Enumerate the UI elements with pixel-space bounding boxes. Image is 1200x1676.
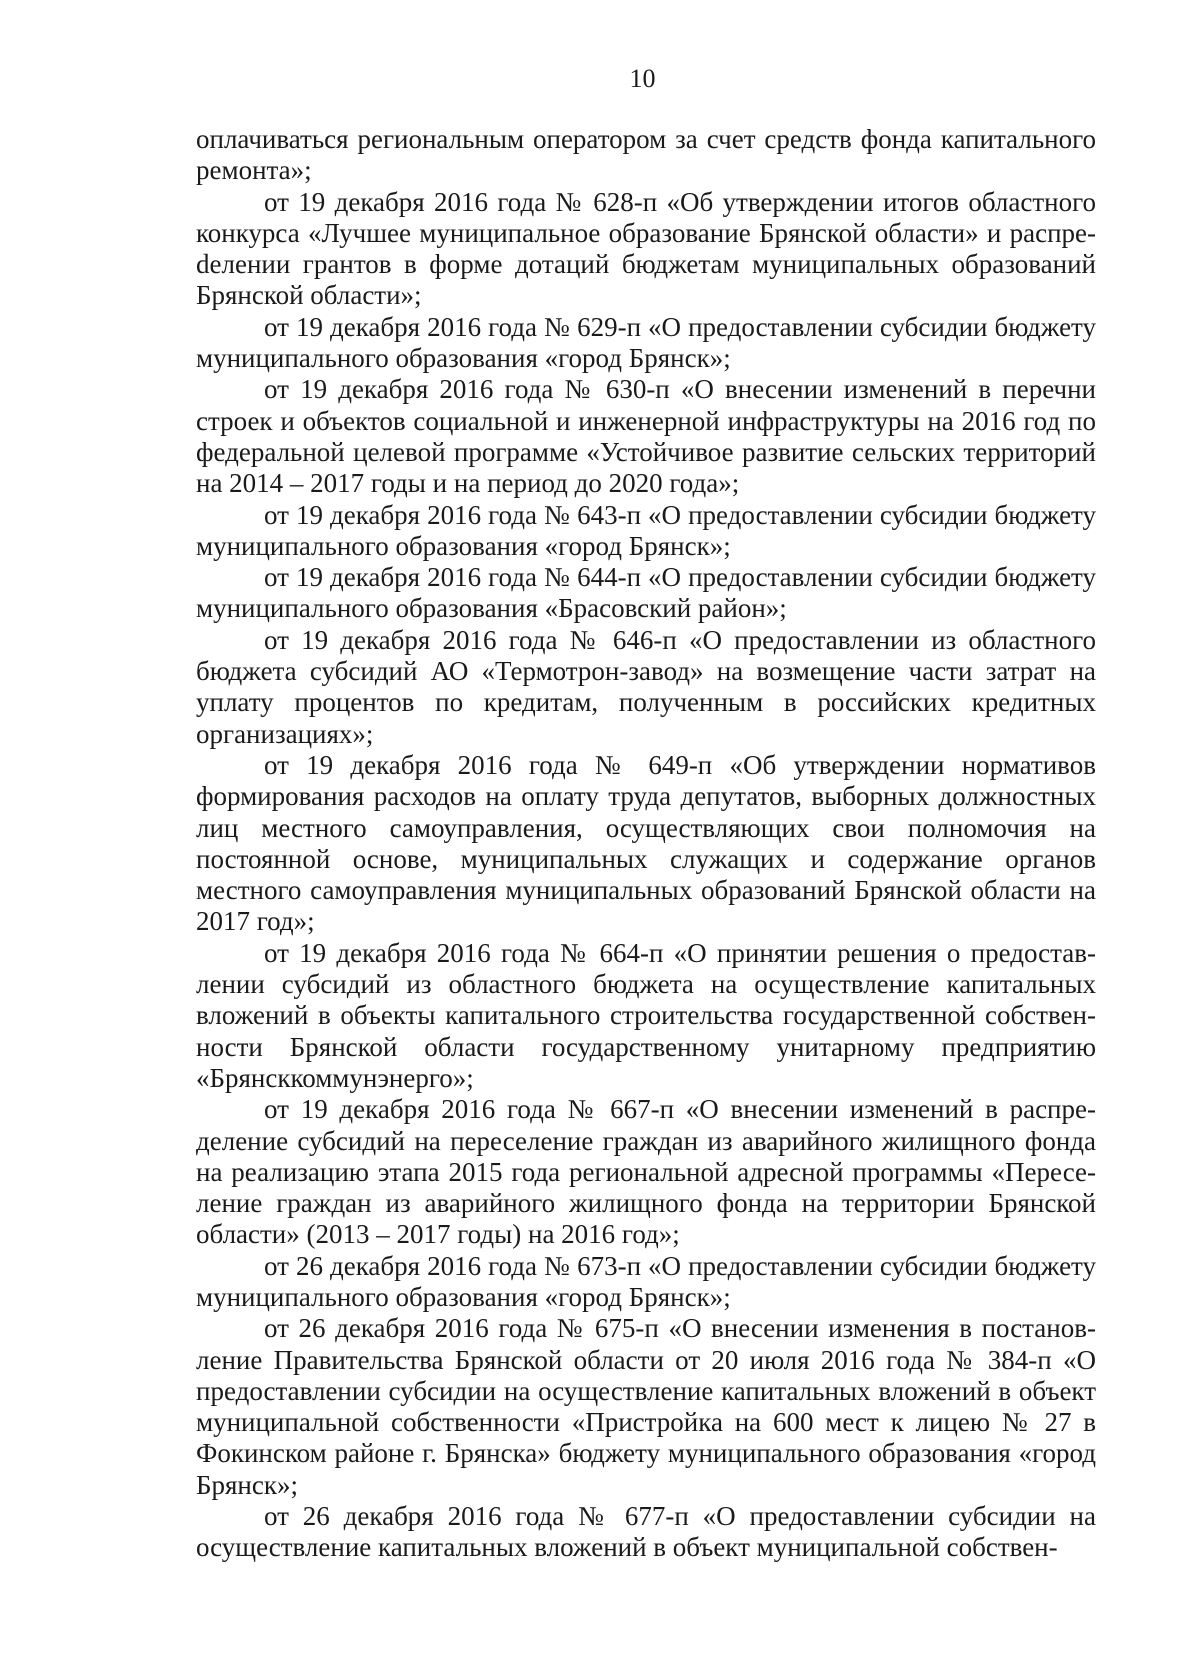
paragraph-646: от 19 декабря 2016 года № 646-п «О предоставлении из областного бюджета субсидий АО «Термотрон-завод» на возмещение части затрат на уплату процентов по кредитам, полученным в российских кредитных организациях»; xyxy=(196,624,1096,749)
paragraph-629: от 19 декабря 2016 года № 629-п «О предоставлении субсидии бюджету муниципального образования «город Брянск»; xyxy=(196,311,1096,374)
paragraph-644: от 19 декабря 2016 года № 644-п «О предоставлении субсидии бюджету муниципального образования «Брасовский район»; xyxy=(196,562,1096,624)
paragraph-649: от 19 декабря 2016 года № 649-п «Об утверждении нормативов формирования расходов на оплату труда депутатов, выборных должностных лиц местного самоуправления, осуществляющих свои полномочия на постоянной основе, муниципальных служащих и содержание органов местного самоуправления муниципальных образований Брянской области на 2017 год»; xyxy=(196,749,1096,937)
paragraph-667: от 19 декабря 2016 года № 667-п «О внесении изменений в распределение субсидий на переселение граждан из аварийного жилищного фонда на реализацию этапа 2015 года региональной адресной программы «Переселение граждан из аварийного жилищного фонда на территории Брянской области» (2013 – 2017 годы) на 2016 год»; xyxy=(196,1094,1096,1250)
paragraph-643: от 19 декабря 2016 года № 643-п «О предоставлении субсидии бюджету муниципального образования «город Брянск»; xyxy=(196,499,1096,561)
paragraph-675: от 26 декабря 2016 года № 675-п «О внесении изменения в постановление Правительства Брянской области от 20 июля 2016 года № 384-п «О предоставлении субсидии на осуществление капитальных вложений в объект муниципальной собственности «Пристройка на 600 мест к лицею № 27 в Фокинском районе г. Брянска» бюджету муниципального образования «город Брянск»; xyxy=(196,1313,1096,1500)
paragraph-continuation: оплачиваться региональным оператором за счет средств фонда капитального ремонта»; xyxy=(196,124,1096,186)
paragraph-677: от 26 декабря 2016 года № 677-п «О предоставлении субсидии на осуществление капитальных вложений в объект муниципальной собствен- xyxy=(196,1501,1096,1563)
document-body xyxy=(196,124,1096,1564)
paragraph-628: от 19 декабря 2016 года № 628-п «Об утверждении итогов областного конкурса «Лучшее муниципальное образование Брянской области» и распреdелении грантов в форме дотаций бюджетам муниципальных образований Брянской области»; xyxy=(196,186,1096,311)
page-number: 10 xyxy=(629,64,656,93)
paragraph-673: от 26 декабря 2016 года № 673-п «О предоставлении субсидии бюджету муниципального образования «город Брянск»; xyxy=(196,1250,1096,1312)
paragraph-630: от 19 декабря 2016 года № 630-п «О внесении изменений в перечни строек и объектов социальной и инженерной инфраструктуры на 2016 год по федеральной целевой программе «Устойчивое развитие сельских территорий на 2014 – 2017 годы и на период до 2020 года»; xyxy=(196,374,1096,499)
paragraph-664: от 19 декабря 2016 года № 664-п «О принятии решения о предоставлении субсидий из областного бюджета на осуществление капитальных вложений в объекты капитального строительства государственной собственности Брянской области государственному унитарному предприятию «Брянсккоммунэнерго»; xyxy=(196,937,1096,1093)
